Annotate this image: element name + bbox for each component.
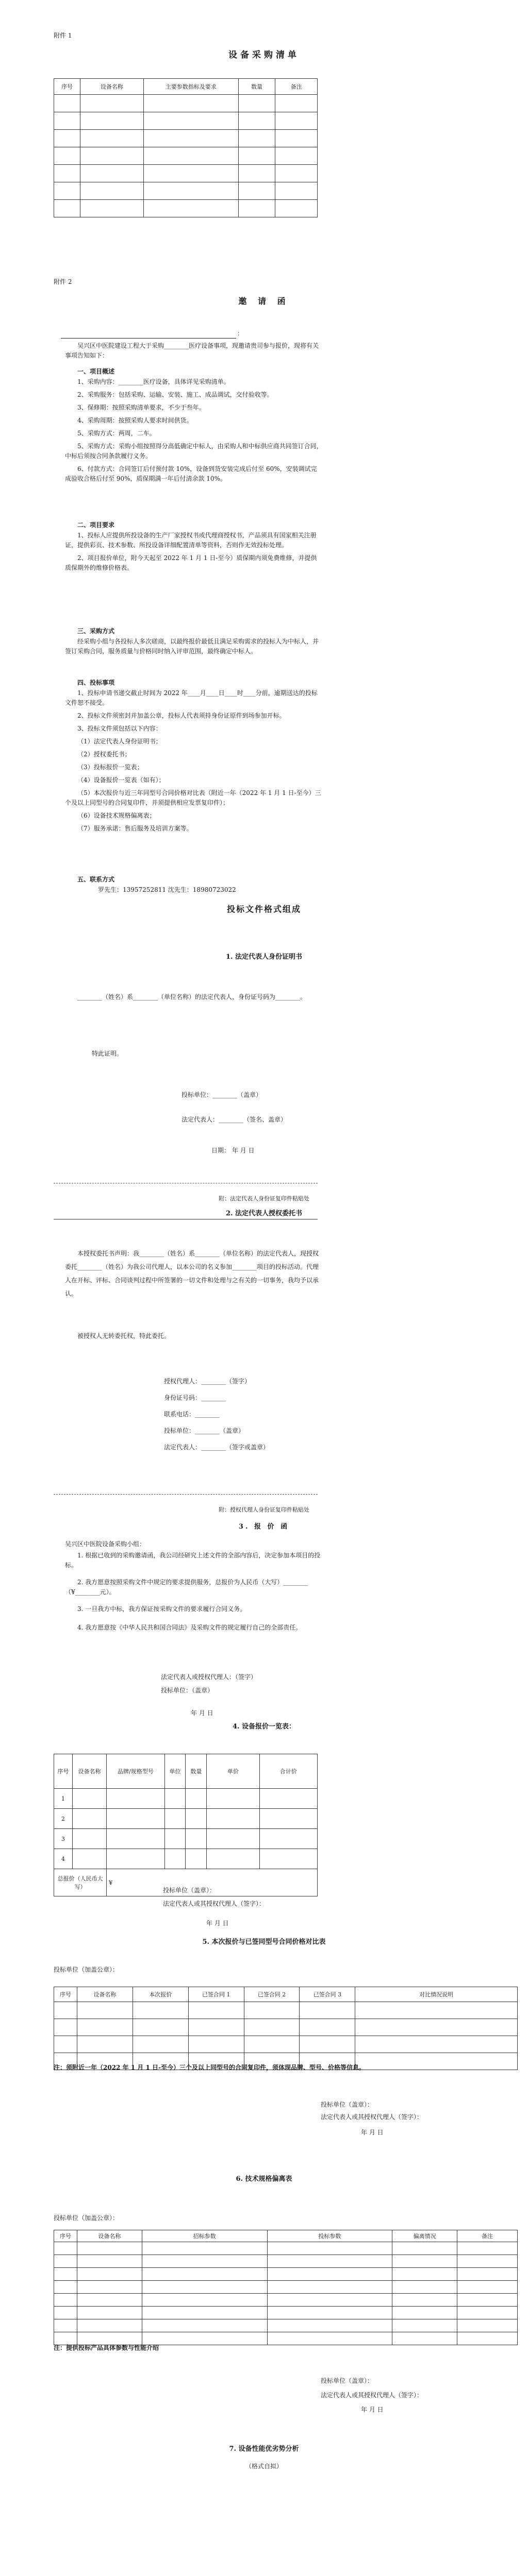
table-row bbox=[54, 165, 318, 182]
table-cell bbox=[267, 2268, 392, 2281]
table-cell: 1 bbox=[54, 1789, 73, 1809]
table-cell bbox=[72, 1789, 106, 1809]
table-header-cell: 设备名称 bbox=[77, 2230, 142, 2242]
quotation-item-3: 3. 一旦我方中标，我方保证按采购文件的要求履行合同义务。 bbox=[77, 1605, 246, 1613]
table-row bbox=[54, 2255, 518, 2268]
table-cell bbox=[142, 2281, 267, 2294]
table-cell bbox=[392, 2281, 457, 2294]
table-header-row bbox=[54, 1987, 518, 2002]
quotation-date: 年 月 日 bbox=[191, 1709, 213, 1717]
table-cell bbox=[238, 130, 275, 147]
list-item: （7）服务承诺：售后服务及培训方案等。 bbox=[77, 825, 193, 832]
price-comparison-bidder: 投标单位（盖章）： bbox=[321, 2101, 374, 2108]
table-cell bbox=[275, 95, 318, 112]
list-item: （3）投标报价一览表； bbox=[77, 764, 143, 771]
table-header-cell: 备注 bbox=[275, 79, 318, 95]
attachment-2-label: 附件 2 bbox=[54, 278, 72, 285]
table-row bbox=[54, 2268, 518, 2281]
section-4-list bbox=[65, 688, 323, 837]
table-cell bbox=[275, 165, 318, 182]
table-cell bbox=[457, 2294, 518, 2307]
table-cell bbox=[54, 130, 80, 147]
table-cell bbox=[54, 200, 80, 217]
table-cell bbox=[355, 2036, 518, 2053]
performance-analysis-sub: （格式自拟） bbox=[245, 2463, 283, 2470]
table-header-cell: 序号 bbox=[54, 2230, 77, 2242]
table-header-cell: 已签合同 2 bbox=[244, 1987, 300, 2002]
section-2-list bbox=[65, 531, 323, 576]
total-label-cell: 总报价（人民币大写） bbox=[54, 1869, 107, 1896]
table-row bbox=[54, 2281, 518, 2294]
price-comparison-table bbox=[54, 1987, 518, 2070]
table-row bbox=[54, 182, 318, 200]
section-2-heading: 二、项目要求 bbox=[77, 521, 115, 529]
table-header-cell: 设备名称 bbox=[72, 1754, 106, 1789]
list-item: 5、采购方式：采购小组按照得分高低确定中标人，由采购人和中标供应商共同签订合同，中标后须按合同条款履行义务。 bbox=[65, 443, 323, 460]
table-cell bbox=[77, 2019, 133, 2036]
table-header-cell: 品牌/规格型号 bbox=[107, 1754, 164, 1789]
table-header-row bbox=[54, 2230, 518, 2242]
deviation-date: 年 月 日 bbox=[361, 2406, 384, 2413]
table-header-cell: 序号 bbox=[54, 1987, 77, 2002]
id-copy-note-2: 附：授权代理人身份证复印件粘贴处 bbox=[219, 1506, 309, 1513]
table-cell bbox=[80, 147, 144, 165]
table-header-cell: 本次报价 bbox=[133, 1987, 188, 2002]
table-cell bbox=[142, 2268, 267, 2281]
table-cell bbox=[186, 1789, 207, 1809]
table-cell bbox=[244, 2036, 300, 2053]
table-cell bbox=[207, 1809, 259, 1829]
table-cell bbox=[392, 2294, 457, 2307]
table-cell bbox=[54, 95, 80, 112]
table-header-cell: 招标参数 bbox=[142, 2230, 267, 2242]
list-item: 3、保修期：按照采购清单要求，不少于叁年。 bbox=[77, 404, 205, 411]
legal-rep-cert-bidder: 投标单位：________（盖章） bbox=[182, 1091, 262, 1098]
list-item: （1）法定代表人身份证明书； bbox=[77, 738, 162, 745]
price-comparison-note: 注：须附近一年（2022 年 1 月 1 日-至今）三个及以上同型号的合同复印件，须体现品牌、型号、价格等信息。 bbox=[54, 2064, 365, 2071]
table-row bbox=[54, 1809, 318, 1829]
table-cell bbox=[142, 2307, 267, 2319]
table-cell bbox=[143, 112, 238, 130]
table-cell bbox=[188, 2019, 244, 2036]
table-cell bbox=[54, 2268, 77, 2281]
table-header-cell: 备注 bbox=[457, 2230, 518, 2242]
equipment-list-title: 设备采购清单 bbox=[228, 50, 300, 60]
table-cell bbox=[54, 147, 80, 165]
table-row bbox=[54, 95, 318, 112]
table-row bbox=[54, 2294, 518, 2307]
table-header-cell: 设备名称 bbox=[80, 79, 144, 95]
table-cell bbox=[164, 1809, 186, 1829]
table-cell bbox=[142, 2242, 267, 2255]
table-cell bbox=[267, 2242, 392, 2255]
list-item: 5、采购方式：两周，二车。 bbox=[77, 430, 156, 437]
list-item: （5）本次报价与近三年同型号合同价格对比表（附近一年（2022 年 1 月 1 日-至今）三个及以上同型号的合同复印件，并须提供相应发票复印件）； bbox=[65, 789, 321, 806]
table-cell bbox=[142, 2294, 267, 2307]
quotation-signature: 法定代表人或授权代理人：（签字） bbox=[161, 1673, 257, 1681]
table-header-cell: 单位 bbox=[164, 1754, 186, 1789]
table-cell bbox=[72, 1849, 106, 1869]
quotation-item-1: 1. 根据已收到的采购邀请函，我公司经研究上述文件的全部内容后，决定参加本项目的投标。 bbox=[65, 1552, 321, 1569]
quotation-addressee: 吴兴区中医院设备采购小组： bbox=[65, 1540, 146, 1548]
table-cell bbox=[244, 2019, 300, 2036]
divider bbox=[54, 1494, 318, 1495]
table-cell: 2 bbox=[54, 1809, 73, 1829]
table-cell bbox=[77, 2242, 142, 2255]
price-comparison-unit: 投标单位（加盖公章）： bbox=[54, 1966, 119, 1973]
table-row bbox=[54, 1789, 318, 1809]
table-cell bbox=[267, 2319, 392, 2332]
table-cell bbox=[54, 2281, 77, 2294]
legal-rep-cert-body: ________（姓名）系________（单位名称）的法定代表人，身份证号码为________。 bbox=[77, 993, 307, 1001]
table-cell bbox=[143, 130, 238, 147]
table-cell bbox=[238, 147, 275, 165]
table-cell bbox=[275, 182, 318, 200]
list-item: 2、投标文件须密封并加盖公章，投标人代表须持身份证原件到场参加开标。 bbox=[77, 712, 286, 719]
id-copy-note-1: 附：法定代表人身份证复印件粘贴处 bbox=[219, 1195, 309, 1202]
table-cell bbox=[54, 2255, 77, 2268]
tender-format-title: 投标文件格式组成 bbox=[226, 904, 301, 914]
table-cell bbox=[164, 1849, 186, 1869]
table-cell bbox=[143, 182, 238, 200]
price-comparison-title: 5. 本次报价与已签同型号合同价格对比表 bbox=[202, 1938, 326, 1946]
table-cell bbox=[300, 2002, 355, 2019]
table-header-cell: 序号 bbox=[54, 79, 80, 95]
table-cell bbox=[244, 2002, 300, 2019]
table-header-cell: 数量 bbox=[186, 1754, 207, 1789]
table-header-row bbox=[54, 1754, 318, 1789]
table-cell bbox=[355, 2019, 518, 2036]
table-row bbox=[54, 2307, 518, 2319]
table-row bbox=[54, 1829, 318, 1849]
table-cell bbox=[143, 200, 238, 217]
table-row bbox=[54, 2019, 518, 2036]
list-item: 1、采购内容：________医疗设备，具体详见采购清单。 bbox=[77, 378, 230, 385]
table-row bbox=[54, 130, 318, 147]
table-cell bbox=[267, 2294, 392, 2307]
table-cell bbox=[80, 130, 144, 147]
table-cell bbox=[267, 2307, 392, 2319]
table-cell bbox=[77, 2255, 142, 2268]
list-item: 1、投标人应提供所投设备的生产厂家授权书或代理商授权书，产品须具有国家相关注册证，提供彩页、技术参数、所投设备详细配置清单等资料，否则作无效投标处理。 bbox=[65, 532, 317, 549]
attachment-1-label: 附件 1 bbox=[54, 32, 72, 39]
table-cell bbox=[186, 1809, 207, 1829]
table-cell bbox=[207, 1789, 259, 1809]
table-header-cell: 设备名称 bbox=[77, 1987, 133, 2002]
table-cell bbox=[107, 1849, 164, 1869]
table-cell bbox=[207, 1829, 259, 1849]
table-cell bbox=[186, 1849, 207, 1869]
table-cell bbox=[107, 1789, 164, 1809]
table-cell bbox=[164, 1789, 186, 1809]
quotation-item-4: 4. 我方愿意按《中华人民共和国合同法》及采购文件的规定履行自己的全部责任。 bbox=[77, 1624, 302, 1631]
table-cell bbox=[72, 1829, 106, 1849]
table-cell bbox=[275, 147, 318, 165]
table-cell bbox=[457, 2242, 518, 2255]
table-cell bbox=[392, 2332, 457, 2345]
deviation-signature: 法定代表人或其授权代理人（签字）： bbox=[321, 2392, 423, 2399]
list-item: 1、投标申请书递交截止时间为 2022 年____月____日____时____分前，逾期送达的投标文件恕不接受。 bbox=[65, 689, 318, 706]
table-cell bbox=[238, 112, 275, 130]
table-header-cell: 投标参数 bbox=[267, 2230, 392, 2242]
table-cell bbox=[80, 182, 144, 200]
table-cell bbox=[80, 200, 144, 217]
table-row bbox=[54, 1849, 318, 1869]
table-cell bbox=[54, 2002, 77, 2019]
bidder-field: 投标单位：________（盖章） bbox=[164, 1427, 245, 1434]
price-list-title: 4. 设备报价一览表： bbox=[232, 1723, 296, 1731]
table-row bbox=[54, 2036, 518, 2053]
table-cell bbox=[142, 2319, 267, 2332]
table-cell bbox=[259, 1789, 317, 1809]
invitation-intro: 吴兴区中医院建设工程大于采购________医疗设备事项，现邀请贵司参与报价，现将有关事项告知如下： bbox=[65, 342, 319, 359]
table-header-cell: 数量 bbox=[238, 79, 275, 95]
authorization-letter-closing: 被授权人无转委托权，特此委托。 bbox=[77, 1332, 171, 1340]
table-cell bbox=[267, 2255, 392, 2268]
table-cell bbox=[80, 165, 144, 182]
total-value-cell: ¥ bbox=[107, 1869, 318, 1896]
deviation-table-unit: 投标单位（加盖公章）： bbox=[54, 2214, 119, 2222]
deviation-note: 注：提供投标产品具体参数与性能介绍 bbox=[54, 2344, 159, 2351]
table-cell bbox=[54, 2019, 77, 2036]
table-cell bbox=[457, 2268, 518, 2281]
table-cell bbox=[392, 2242, 457, 2255]
table-cell bbox=[186, 1829, 207, 1849]
list-item: （4）设备报价一览表（如有）； bbox=[77, 776, 165, 784]
table-cell bbox=[77, 2319, 142, 2332]
table-row bbox=[54, 2319, 518, 2332]
list-item: 4、采购周期：按照采购人要求时间供货。 bbox=[77, 417, 193, 424]
table-cell bbox=[300, 2019, 355, 2036]
legal-rep-cert-closing: 特此证明。 bbox=[92, 1050, 123, 1057]
table-cell bbox=[457, 2281, 518, 2294]
table-cell bbox=[143, 95, 238, 112]
table-cell bbox=[457, 2332, 518, 2345]
table-cell bbox=[300, 2036, 355, 2053]
id-number-field: 身份证号码：________ bbox=[164, 1394, 226, 1401]
legal-rep-cert-title: 1. 法定代表人身份证明书 bbox=[225, 953, 303, 961]
table-cell bbox=[142, 2332, 267, 2345]
performance-analysis-title: 7. 设备性能优劣势分析 bbox=[229, 2445, 299, 2453]
table-header-cell: 单价 bbox=[207, 1754, 259, 1789]
table-cell bbox=[80, 95, 144, 112]
price-list-date: 年 月 日 bbox=[206, 1920, 229, 1927]
list-item: 2、项目报价单位，附今天起至 2022 年 1 月 1 日-至今）质保期内须免费维修，并提供质保期外的维修价格表。 bbox=[65, 554, 317, 571]
quotation-letter-title: 3. 报 价 函 bbox=[238, 1523, 290, 1531]
addressee-suffix: ： bbox=[237, 330, 244, 337]
table-cell bbox=[259, 1849, 317, 1869]
price-list-table bbox=[54, 1754, 318, 1896]
authorization-letter-body: 本授权委托书声明：我________（姓名）系________（单位名称）的法定代表人，现授权委托________（姓名）为我公司代理人，以本公司的名义参加________项目的投标活动。代理人在开标、评标、合同谈判过程中所签署的一切文件和处理与之有关的一切事务，我均予以承认。 bbox=[65, 1250, 319, 1297]
section-1-list bbox=[65, 377, 323, 487]
quotation-item-2: 2. 我方愿意按照采购文件中规定的要求提供服务，总报价为人民币（大写）________（¥________元）。 bbox=[65, 1579, 308, 1596]
table-cell bbox=[267, 2281, 392, 2294]
table-header-cell: 对比情况说明 bbox=[355, 1987, 518, 2002]
table-header-cell: 已签合同 3 bbox=[300, 1987, 355, 2002]
table-cell bbox=[457, 2307, 518, 2319]
table-cell bbox=[54, 112, 80, 130]
authorized-agent-field: 授权代理人：________（签字） bbox=[164, 1378, 251, 1385]
price-list-bidder: 投标单位（盖章）： bbox=[163, 1887, 216, 1894]
table-cell bbox=[54, 2036, 77, 2053]
table-cell bbox=[77, 2002, 133, 2019]
deviation-bidder: 投标单位（盖章）： bbox=[321, 2377, 374, 2384]
table-cell: 4 bbox=[54, 1849, 73, 1869]
table-cell bbox=[54, 2319, 77, 2332]
table-cell bbox=[355, 2002, 518, 2019]
table-cell bbox=[188, 2036, 244, 2053]
table-cell bbox=[267, 2332, 392, 2345]
legal-rep-field: 法定代表人：________（签字或盖章） bbox=[164, 1444, 270, 1451]
table-cell bbox=[275, 130, 318, 147]
table-row bbox=[54, 2002, 518, 2019]
table-row bbox=[54, 2242, 518, 2255]
table-header-row bbox=[54, 79, 318, 95]
list-item: 3、投标文件须包括以下内容： bbox=[77, 725, 162, 732]
phone-field: 联系电话：________ bbox=[164, 1411, 220, 1418]
section-4-heading: 四、投标事项 bbox=[77, 679, 115, 686]
table-cell bbox=[457, 2255, 518, 2268]
table-cell bbox=[54, 182, 80, 200]
table-cell bbox=[77, 2307, 142, 2319]
table-cell bbox=[392, 2307, 457, 2319]
list-item: （6）设备技术规格偏离表； bbox=[77, 812, 156, 819]
section-5-heading: 五、联系方式 bbox=[77, 876, 115, 883]
price-comparison-signature: 法定代表人或其授权代理人（签字）： bbox=[321, 2113, 423, 2121]
price-comparison-date: 年 月 日 bbox=[361, 2129, 384, 2136]
table-header-cell: 序号 bbox=[54, 1754, 73, 1789]
legal-rep-cert-signature: 法定代表人：________（签名、盖章） bbox=[182, 1116, 287, 1123]
table-cell bbox=[80, 112, 144, 130]
table-cell bbox=[77, 2268, 142, 2281]
authorization-letter-title: 2. 法定代表人授权委托书 bbox=[225, 1210, 303, 1217]
addressee-line bbox=[61, 330, 236, 338]
table-cell bbox=[164, 1829, 186, 1849]
table-cell bbox=[54, 2294, 77, 2307]
table-cell bbox=[77, 2294, 142, 2307]
table-cell bbox=[77, 2281, 142, 2294]
table-cell bbox=[133, 2002, 188, 2019]
table-cell bbox=[392, 2255, 457, 2268]
contact-info: 罗先生：13957252811 沈先生：18980723022 bbox=[98, 886, 236, 893]
quotation-bidder: 投标单位：（盖章） bbox=[161, 1687, 214, 1694]
table-cell bbox=[133, 2036, 188, 2053]
section-3-text: 经采购小组与各投标人多次磋商，以最终报价最低且满足采购需求的投标人为中标人，并签订采购合同，服务质量与价格同时纳入评审范围，最终确定中标人。 bbox=[65, 638, 319, 655]
table-header-cell: 偏离情况 bbox=[392, 2230, 457, 2242]
table-cell bbox=[207, 1849, 259, 1869]
table-cell bbox=[54, 2307, 77, 2319]
deviation-table-title: 6. 技术规格偏离表 bbox=[236, 2175, 292, 2183]
list-item: 6、付款方式：合同签订后付预付款 10%，设备到货安装完成后付至 60%，安装调试完成验收合格后付至 90%，质保期满一年后付清余款 10%。 bbox=[65, 465, 317, 482]
list-item: 2、采购服务：包括采购、运输、安装、施工、成品调试，交付验收等。 bbox=[77, 391, 273, 398]
table-cell bbox=[143, 165, 238, 182]
table-cell bbox=[259, 1829, 317, 1849]
section-3-heading: 三、采购方式 bbox=[77, 628, 115, 635]
table-row bbox=[54, 147, 318, 165]
table-cell bbox=[238, 182, 275, 200]
table-cell bbox=[133, 2019, 188, 2036]
equipment-list-table bbox=[54, 78, 318, 217]
table-header-cell: 主要参数指标及要求 bbox=[143, 79, 238, 95]
table-cell bbox=[275, 200, 318, 217]
table-header-cell: 合计价 bbox=[259, 1754, 317, 1789]
table-row bbox=[54, 112, 318, 130]
table-cell bbox=[457, 2319, 518, 2332]
table-cell bbox=[107, 1829, 164, 1849]
section-1-heading: 一、项目概述 bbox=[77, 368, 115, 375]
table-header-cell: 已签合同 1 bbox=[188, 1987, 244, 2002]
table-cell bbox=[77, 2036, 133, 2053]
invitation-title: 邀 请 函 bbox=[238, 296, 290, 306]
table-cell bbox=[107, 1809, 164, 1829]
table-cell bbox=[275, 112, 318, 130]
table-cell bbox=[392, 2268, 457, 2281]
table-cell bbox=[259, 1809, 317, 1829]
table-cell: 3 bbox=[54, 1829, 73, 1849]
list-item: （2）授权委托书； bbox=[77, 751, 131, 758]
table-cell bbox=[142, 2255, 267, 2268]
table-cell bbox=[238, 165, 275, 182]
table-row bbox=[54, 200, 318, 217]
table-cell bbox=[54, 2242, 77, 2255]
legal-rep-cert-date: 日期： 年 月 日 bbox=[211, 1147, 255, 1154]
table-cell bbox=[54, 165, 80, 182]
deviation-table bbox=[54, 2230, 518, 2345]
table-cell bbox=[143, 147, 238, 165]
table-cell bbox=[392, 2319, 457, 2332]
table-cell bbox=[238, 200, 275, 217]
table-cell bbox=[238, 95, 275, 112]
price-list-signature: 法定代表人或其授权代理人（签字）： bbox=[163, 1900, 266, 1907]
table-cell bbox=[188, 2002, 244, 2019]
table-cell bbox=[72, 1809, 106, 1829]
